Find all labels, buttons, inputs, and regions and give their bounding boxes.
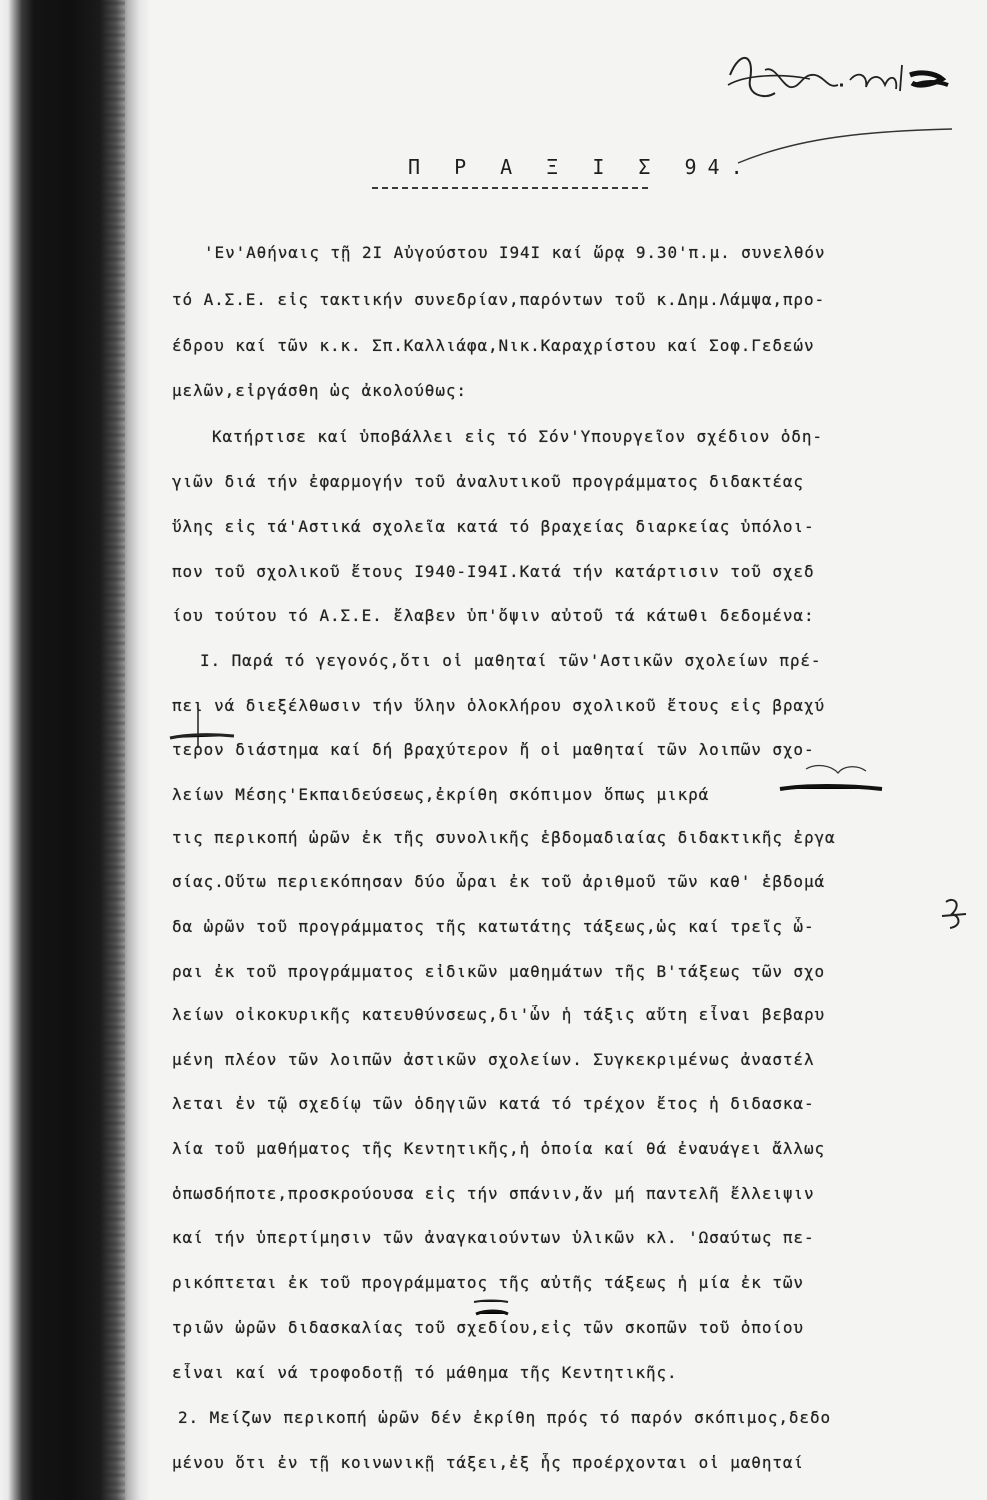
text-line: τερον διάστημα καί δή βραχύτερον ἤ οἱ μαθηταί τῶν λοιπῶν σχο- xyxy=(172,740,815,759)
text-line: έδρου καί τῶν κ.κ. Σπ.Καλλιάφα,Νικ.Καραχρίστου καί Σοφ.Γεδεών xyxy=(172,336,815,355)
text-line: ίου τούτου τό Α.Σ.Ε. ἔλαβεν ὑπ'ὄψιν αὐτοῦ τά κάτωθι δεδομένα: xyxy=(172,606,815,625)
handwritten-signature xyxy=(720,45,960,170)
text-line: 'Εν'Αθήναις τῇ 2Ι Αὐγούστου Ι94Ι καί ὥρᾳ 9.30'π.μ. συνελθόν xyxy=(204,243,826,262)
text-line: λείων Μέσης'Εκπαιδεύσεως,ἐκρίθη σκόπιμον ὅπως μικρά xyxy=(172,785,710,804)
handwritten-edit-mark xyxy=(776,763,886,803)
text-line: τό Α.Σ.Ε. εἰς τακτικήν συνεδρίαν,παρόντων τοῦ κ.Δημ.Λάμψα,προ- xyxy=(172,290,826,309)
text-line: Κατήρτισε καί ὑποβάλλει εἰς τό Σόν'Υπουργεῖον σχέδιον ὁδη- xyxy=(212,427,823,446)
text-line: λεται ἐν τῷ σχεδίῳ τῶν ὁδηγιῶν κατά τό τρέχον ἔτος ἡ διδασκα- xyxy=(172,1094,815,1113)
text-line: πον τοῦ σχολικοῦ ἔτους Ι940-Ι94Ι.Κατά τήν κατάρτισιν τοῦ σχεδ xyxy=(172,562,815,581)
text-line: λία τοῦ μαθήματος τῆς Κεντητικῆς,ἡ ὁποία καί θά ἐναυάγει ἄλλως xyxy=(172,1139,826,1158)
text-line: 2. Μείζων περικοπή ὡρῶν δέν ἐκρίθη πρός τό παρόν σκόπιμος,δεδο xyxy=(178,1408,832,1427)
text-line: τριῶν ὡρῶν διδασκαλίας τοῦ σχεδίου,εἰς τῶν σκοπῶν τοῦ ὁποίου xyxy=(172,1318,804,1337)
binding-shadow xyxy=(0,0,150,1500)
title-underline xyxy=(372,187,648,189)
text-line: ραι ἐκ τοῦ προγράμματος εἰδικῶν μαθημάτων τῆς Β'τάξεως τῶν σχο xyxy=(172,962,826,981)
text-line: μελῶν,εἰργάσθη ὡς ἀκολούθως: xyxy=(172,381,467,400)
text-line: λείων οἰκοκυρικῆς κατευθύνσεως,δι'ὧν ἡ τάξις αὕτη εἶναι βεβαρυ xyxy=(172,1005,826,1024)
text-line: δα ὡρῶν τοῦ προγράμματος τῆς κατωτάτης τάξεως,ὡς καί τρεῖς ὧ- xyxy=(172,917,815,936)
text-line: γιῶν διά τήν ἐφαρμογήν τοῦ ἀναλυτικοῦ προγράμματος διδακτέας xyxy=(172,472,804,491)
handwritten-edit-mark xyxy=(940,896,970,936)
handwritten-edit-mark xyxy=(168,708,238,752)
text-line: εἶναι καί νά τροφοδοτῇ τό μάθημα τῆς Κεντητικῆς. xyxy=(172,1363,678,1382)
text-line: ὕλης εἰς τά'Αστικά σχολεῖα κατά τό βραχείας διαρκείας ὑπόλοι- xyxy=(172,517,815,536)
text-line: Ι. Παρά τό γεγονός,ὅτι οἱ μαθηταί τῶν'Αστικῶν σχολείων πρέ- xyxy=(200,651,822,670)
text-line: μένου ὅτι ἐν τῇ κοινωνικῇ τάξει,ἐξ ἧς προέρχονται οἱ μαθηταί xyxy=(172,1453,804,1472)
document-title: Π Ρ Α Ξ Ι Σ 94. xyxy=(408,155,754,179)
text-line: μένη πλέον τῶν λοιπῶν ἀστικῶν σχολείων. Συγκεκριμένως ἀναστέλ xyxy=(172,1050,815,1069)
text-line: καί τήν ὑπερτίμησιν τῶν ἀναγκαιούντων ὑλικῶν κλ. 'Ωσαύτως πε- xyxy=(172,1228,815,1247)
text-line: πει νά διεξέλθωσιν τήν ὕλην ὁλοκλήρου σχολικοῦ ἔτους εἰς βραχύ xyxy=(172,696,826,715)
text-line: ρικόπτεται ἐκ τοῦ προγράμματος τῆς αὐτῆς τάξεως ἡ μία ἐκ τῶν xyxy=(172,1273,804,1292)
text-line: ὁπωσδήποτε,προσκρούουσα εἰς τήν σπάνιν,ἄν μή παντελῆ ἔλλειψιν xyxy=(172,1184,815,1203)
binding-noise xyxy=(95,0,125,1500)
handwritten-edit-mark xyxy=(470,1296,512,1326)
text-line: τις περικοπή ὡρῶν ἐκ τῆς συνολικῆς ἑβδομαδιαίας διδακτικῆς ἐργα xyxy=(172,828,836,847)
text-line: σίας.Οὕτω περιεκόπησαν δύο ὧραι ἐκ τοῦ ἀριθμοῦ τῶν καθ' ἑβδομά xyxy=(172,872,826,891)
